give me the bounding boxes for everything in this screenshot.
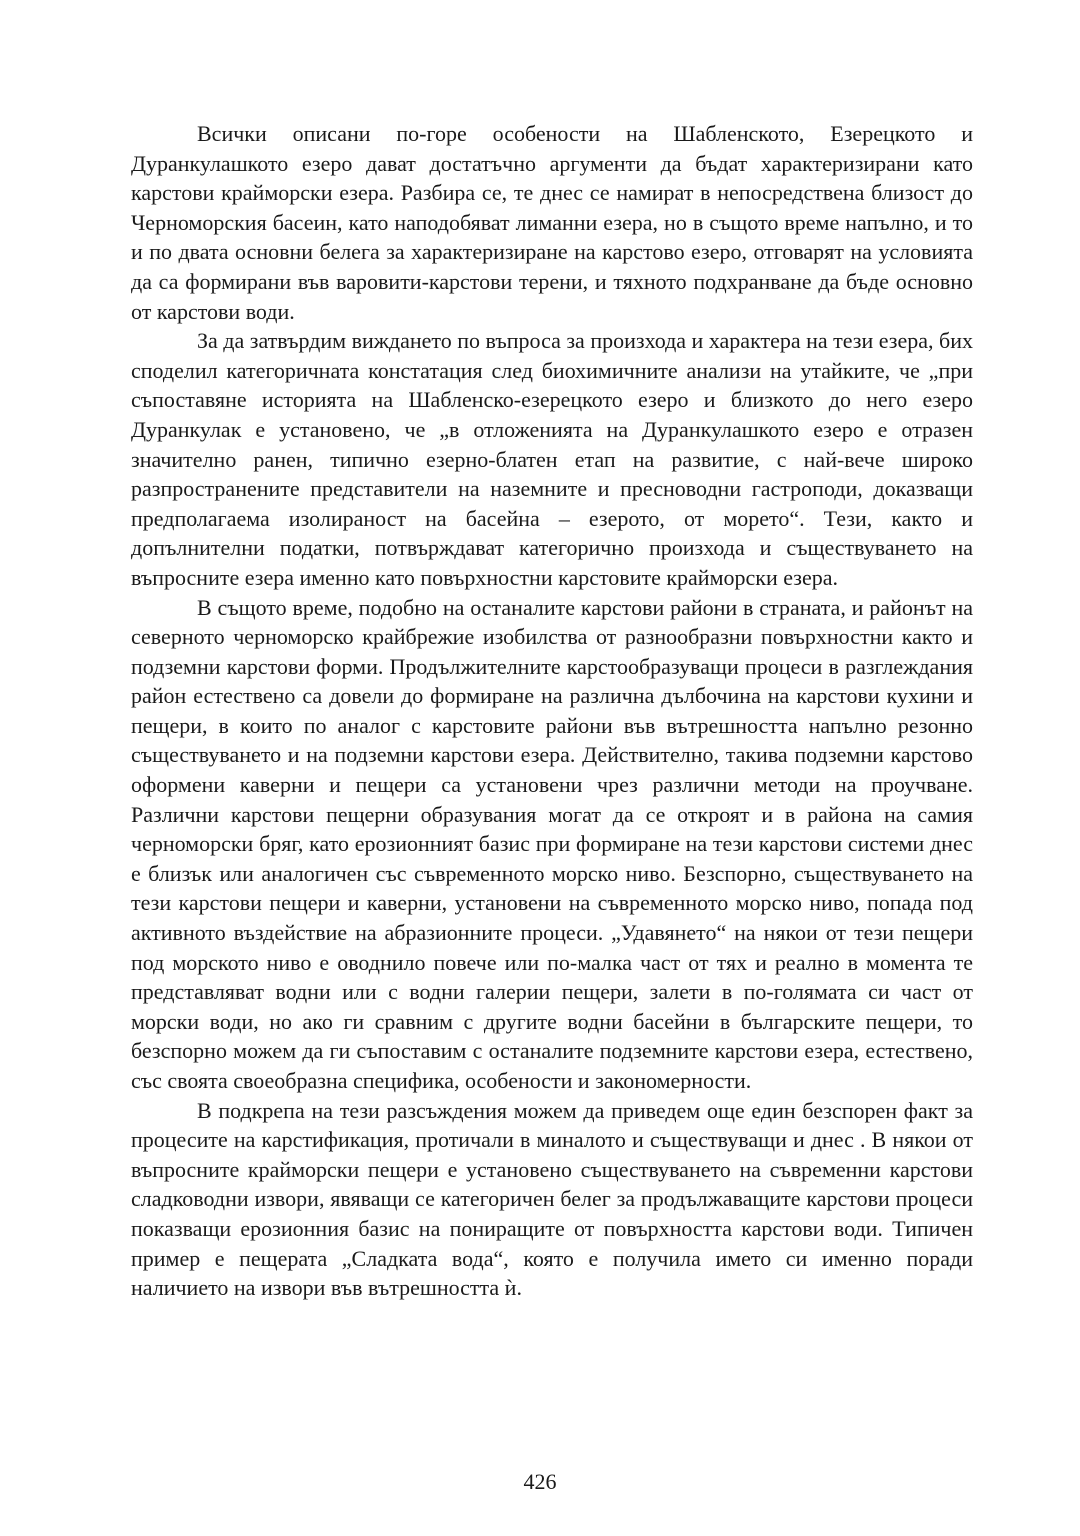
paragraph-2: За да затвърдим виждането по въпроса за произхода и характера на тези езера, бих споделил категоричната констатация след биохимичните анализи на утайките, че „при съпоставяне историята на Шабленско-езерецкото езеро и близкото до него езеро Дуранкулак е установено, че „в отложенията на Дуранкулашкото езеро е отразен значително ранен, типично езерно-блатен етап на развитие, с най-вече широко разпространените представители на наземните и пресноводни гастроподи, доказващи предполагаема изолираност на басейна – езерото, от морето“. Тези, както и допълнителни податки, потвърждават категорично произхода и съществуването на въпросните езера именно като повърхностни карстовите крайморски езера. (131, 328, 973, 590)
page-number: 426 (523, 1469, 557, 1494)
page-body (131, 119, 973, 1303)
paragraph-4: В подкрепа на тези разсъждения можем да приведем още един безспорен факт за процесите на карстификация, протичали в миналото и съществуващи и днес . В някои от въпросните крайморски пещери е установено съществуването на съвременни карстови сладководни извори, явяващи се категоричен белег за продължаващите карстови процеси показващи ерозионния базис на пониращите от повърхността карстови води. Типичен пример е пещерата „Сладката вода“, която е получила името си именно поради наличието на извори във вътрешността ѝ. (131, 1097, 973, 1301)
paragraph-3: В същото време, подобно на останалите карстови райони в страната, и районът на северното черноморско крайбрежие изобилства от разнообразни повърхностни както и подземни карстови форми. Продължителните карстообразуващи процеси в разглеждания район естествено са довели до формиране на различна дълбочина на карстови кухини и пещери, в които по аналог с карстовите райони във вътрешността напълно резонно съществуването и на подземни карстови езера. Действително, такива подземни карстово оформени каверни и пещери са установени чрез различни методи на проучване. Различни карстови пещерни образувания могат да се откроят и в района на самия черноморски бряг, като ерозионният базис при формиране на тези карстови системи днес е близък или аналогичен със съвременното морско ниво. Безспорно, съществуването на тези карстови пещери и каверни, установени на съвременното морско ниво, попада под активното въздействие на абразионните процеси. „Удавянето“ на някои от тези пещери под морското ниво е оводнило повече или по-малка част от тях и реално в момента те представляват водни или с водни галерии пещери, залети в по-голямата си част от морски води, но ако ги сравним с другите водни басейни в българските пещери, то безспорно можем да ги съпоставим с останалите подземните карстови езера, естествено, със своята своеобразна специфика, особености и закономерности. (131, 594, 973, 1093)
paragraph-1: Всички описани по-горе особености на Шабленското, Езерецкото и Дуранкулашкото езеро дават достатъчно аргументи да бъдат характеризирани като карстови крайморски езера. Разбира се, те днес се намират в непосредствена близост до Черноморския басеин, като наподобяват лиманни езера, но в същото време напълно, и то и по двата основни белега за характеризиране на карстово езеро, отговарят на условията да са формирани във варовити-карстови терени, и тяхното подхранване да бъде основно от карстови води. (131, 121, 973, 324)
